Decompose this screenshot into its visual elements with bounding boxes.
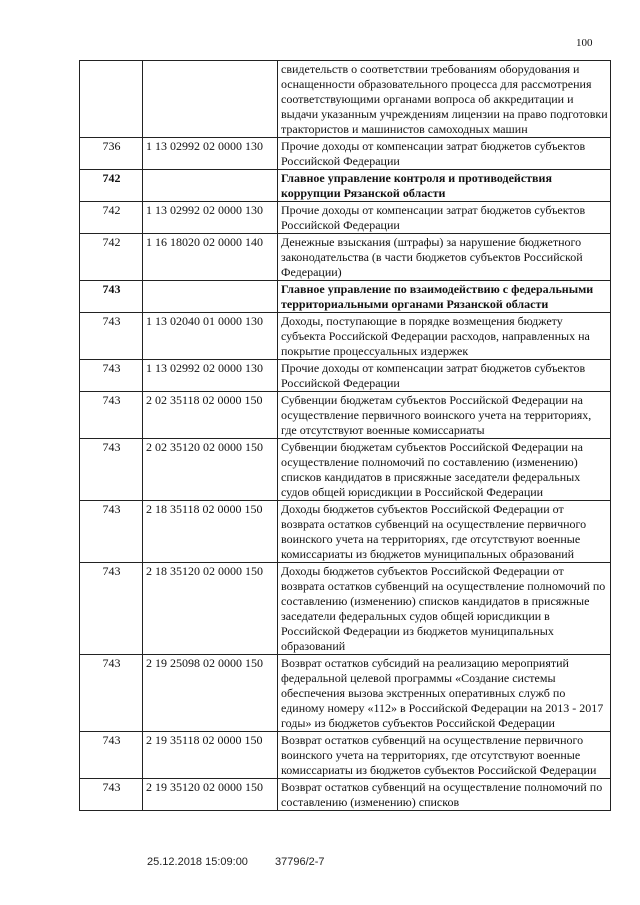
admin-code-cell: 743 [80,360,143,392]
revenue-name-cell: Возврат остатков субвенций на осуществление полномочий по составлению (изменению) списков [278,779,611,811]
table-row [80,202,611,234]
admin-code-cell: 743 [80,655,143,732]
admin-code-cell: 743 [80,392,143,439]
table-row [80,732,611,779]
admin-code-cell: 742 [80,234,143,281]
table-row [80,655,611,732]
budget-code-cell: 1 13 02040 01 0000 130 [143,313,278,360]
budget-code-cell: 2 02 35120 02 0000 150 [143,439,278,501]
budget-code-cell [143,61,278,138]
table-row [80,138,611,170]
admin-code-cell: 743 [80,439,143,501]
table-row [80,61,611,138]
revenue-name-cell: свидетельств о соответствии требованиям оборудования и оснащенности образовательного процесса для рассмотрения соответствующими органами вопроса об аккредитации и выдачи указанным учреждениям лицензии на право подготовки трактористов и машинистов самоходных машин [278,61,611,138]
budget-code-cell: 1 16 18020 02 0000 140 [143,234,278,281]
budget-code-cell: 2 19 35120 02 0000 150 [143,779,278,811]
budget-code-cell: 2 18 35120 02 0000 150 [143,563,278,655]
budget-code-cell [143,281,278,313]
revenue-name-cell: Возврат остатков субвенций на осуществление первичного воинского учета на территориях, где отсутствуют военные комиссариаты из бюджетов субъектов Российской Федерации [278,732,611,779]
admin-code-cell: 743 [80,563,143,655]
table-body [80,61,611,811]
budget-classification-table [79,60,611,811]
budget-code-cell: 1 13 02992 02 0000 130 [143,360,278,392]
table-row [80,563,611,655]
revenue-name-cell: Доходы, поступающие в порядке возмещения бюджету субъекта Российской Федерации расходов, направленных на покрытие процессуальных издержек [278,313,611,360]
footer-date: 25.12.2018 15:09:00 [147,856,248,868]
table-row [80,439,611,501]
revenue-name-cell: Доходы бюджетов субъектов Российской Федерации от возврата остатков субвенций на осуществление первичного воинского учета на территориях, где отсутствуют военные комиссариаты из бюджетов муниципальных образований [278,501,611,563]
table-row [80,779,611,811]
budget-code-cell: 2 02 35118 02 0000 150 [143,392,278,439]
revenue-name-cell: Субвенции бюджетам субъектов Российской Федерации на осуществление первичного воинского учета на территориях, где отсутствуют военные комиссариаты [278,392,611,439]
admin-code-cell: 743 [80,779,143,811]
budget-code-cell: 1 13 02992 02 0000 130 [143,138,278,170]
revenue-name-cell: Субвенции бюджетам субъектов Российской Федерации на осуществление полномочий по составлению (изменению) списков кандидатов в присяжные заседатели федеральных судов общей юрисдикции в Российской Федерации [278,439,611,501]
budget-code-cell: 2 19 35118 02 0000 150 [143,732,278,779]
budget-code-cell: 2 19 25098 02 0000 150 [143,655,278,732]
admin-code-cell: 743 [80,313,143,360]
revenue-name-cell: Доходы бюджетов субъектов Российской Федерации от возврата остатков субвенций на осуществление полномочий по составлению (изменению) списков кандидатов в присяжные заседатели федеральных судов общей юрисдикции в Российской Федерации из бюджетов муниципальных образований [278,563,611,655]
table-row-section-header [80,281,611,313]
admin-code-cell: 742 [80,202,143,234]
footer-document-code: 37796/2-7 [275,856,325,868]
revenue-name-cell: Главное управление контроля и противодействия коррупции Рязанской области [278,170,611,202]
page-number: 100 [576,37,593,49]
table-row [80,501,611,563]
admin-code-cell: 742 [80,170,143,202]
admin-code-cell: 736 [80,138,143,170]
revenue-name-cell: Денежные взыскания (штрафы) за нарушение бюджетного законодательства (в части бюджетов субъектов Российской Федерации) [278,234,611,281]
admin-code-cell [80,61,143,138]
table-row [80,313,611,360]
table-row-section-header [80,170,611,202]
revenue-name-cell: Прочие доходы от компенсации затрат бюджетов субъектов Российской Федерации [278,202,611,234]
admin-code-cell: 743 [80,281,143,313]
revenue-name-cell: Главное управление по взаимодействию с федеральными территориальными органами Рязанской области [278,281,611,313]
revenue-name-cell: Прочие доходы от компенсации затрат бюджетов субъектов Российской Федерации [278,138,611,170]
revenue-name-cell: Прочие доходы от компенсации затрат бюджетов субъектов Российской Федерации [278,360,611,392]
budget-code-cell [143,170,278,202]
budget-code-cell: 2 18 35118 02 0000 150 [143,501,278,563]
admin-code-cell: 743 [80,732,143,779]
table-row [80,360,611,392]
admin-code-cell: 743 [80,501,143,563]
table-row [80,392,611,439]
budget-code-cell: 1 13 02992 02 0000 130 [143,202,278,234]
table-row [80,234,611,281]
revenue-name-cell: Возврат остатков субсидий на реализацию мероприятий федеральной целевой программы «Создание системы обеспечения вызова экстренных оперативных служб по единому номеру «112» в Российской Федерации на 2013 - 2017 годы» из бюджетов субъектов Российской Федерации [278,655,611,732]
